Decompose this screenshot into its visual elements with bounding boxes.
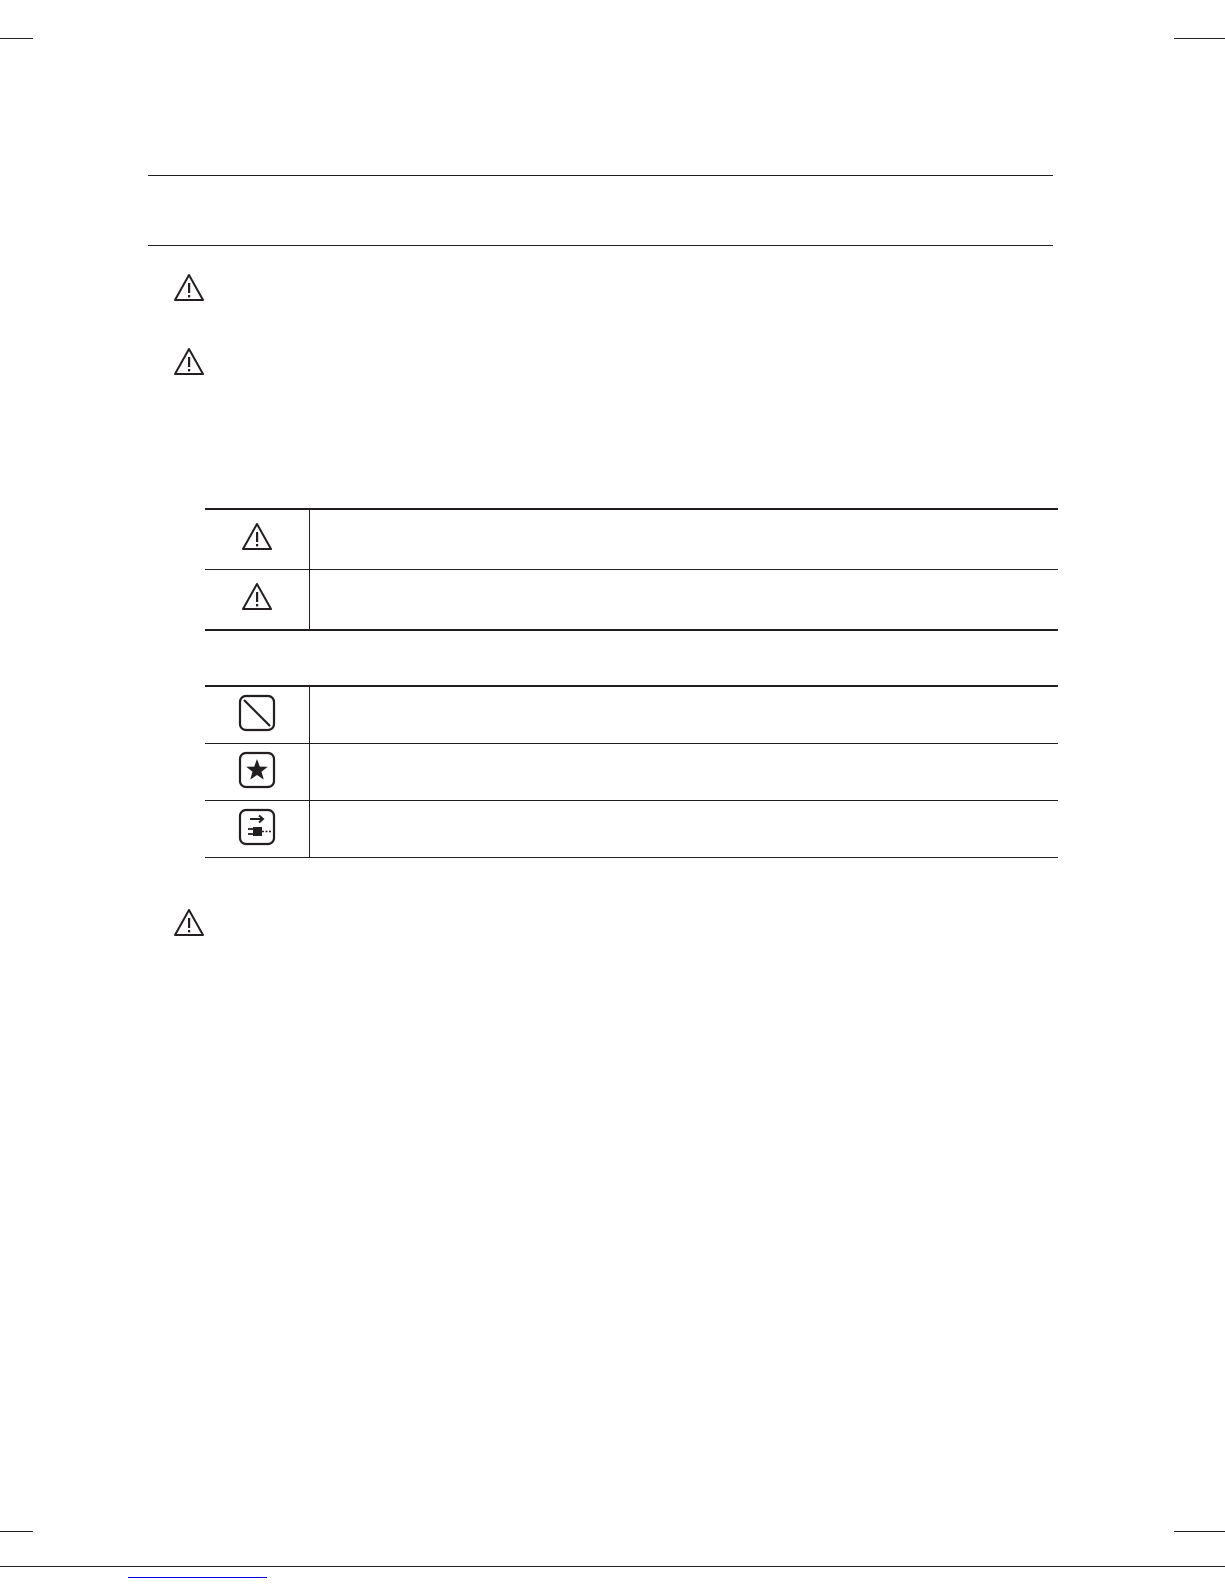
prohibited-icon (238, 694, 276, 737)
table-row (205, 569, 1058, 629)
warning-triangle-icon (173, 347, 205, 382)
unplug-icon (238, 808, 276, 851)
warning-note-2 (173, 347, 1053, 379)
icon-cell (205, 570, 310, 629)
icon-cell (205, 687, 310, 743)
warning-note-1 (173, 273, 1053, 305)
table-row (205, 800, 1058, 857)
crop-mark-top-right (1174, 38, 1225, 39)
symbol-text (310, 801, 1058, 857)
footer-link[interactable] (128, 1577, 267, 1578)
icon-cell (205, 510, 310, 569)
page-bottom-line (0, 1566, 1225, 1567)
symbol-table (205, 685, 1058, 858)
hazard-text (310, 570, 1058, 629)
warning-triangle-icon (241, 582, 273, 617)
warning-triangle-icon (241, 522, 273, 557)
important-star-icon (238, 751, 276, 794)
crop-mark-bottom-right (1174, 1531, 1225, 1532)
header-top-rule (148, 175, 1053, 176)
hazard-text (310, 510, 1058, 569)
symbol-text (310, 744, 1058, 800)
hazard-table (205, 508, 1058, 631)
warning-triangle-icon (173, 273, 205, 308)
warning-triangle-icon (173, 908, 205, 943)
warning-note-3 (173, 908, 1053, 940)
table-row (205, 510, 1058, 569)
header-bottom-rule (148, 245, 1053, 246)
header-title (148, 190, 1053, 230)
icon-cell (205, 744, 310, 800)
crop-mark-top-left (0, 38, 33, 39)
table-row (205, 687, 1058, 743)
table-row (205, 743, 1058, 800)
crop-mark-bottom-left (0, 1531, 33, 1532)
icon-cell (205, 801, 310, 857)
symbol-text (310, 687, 1058, 743)
